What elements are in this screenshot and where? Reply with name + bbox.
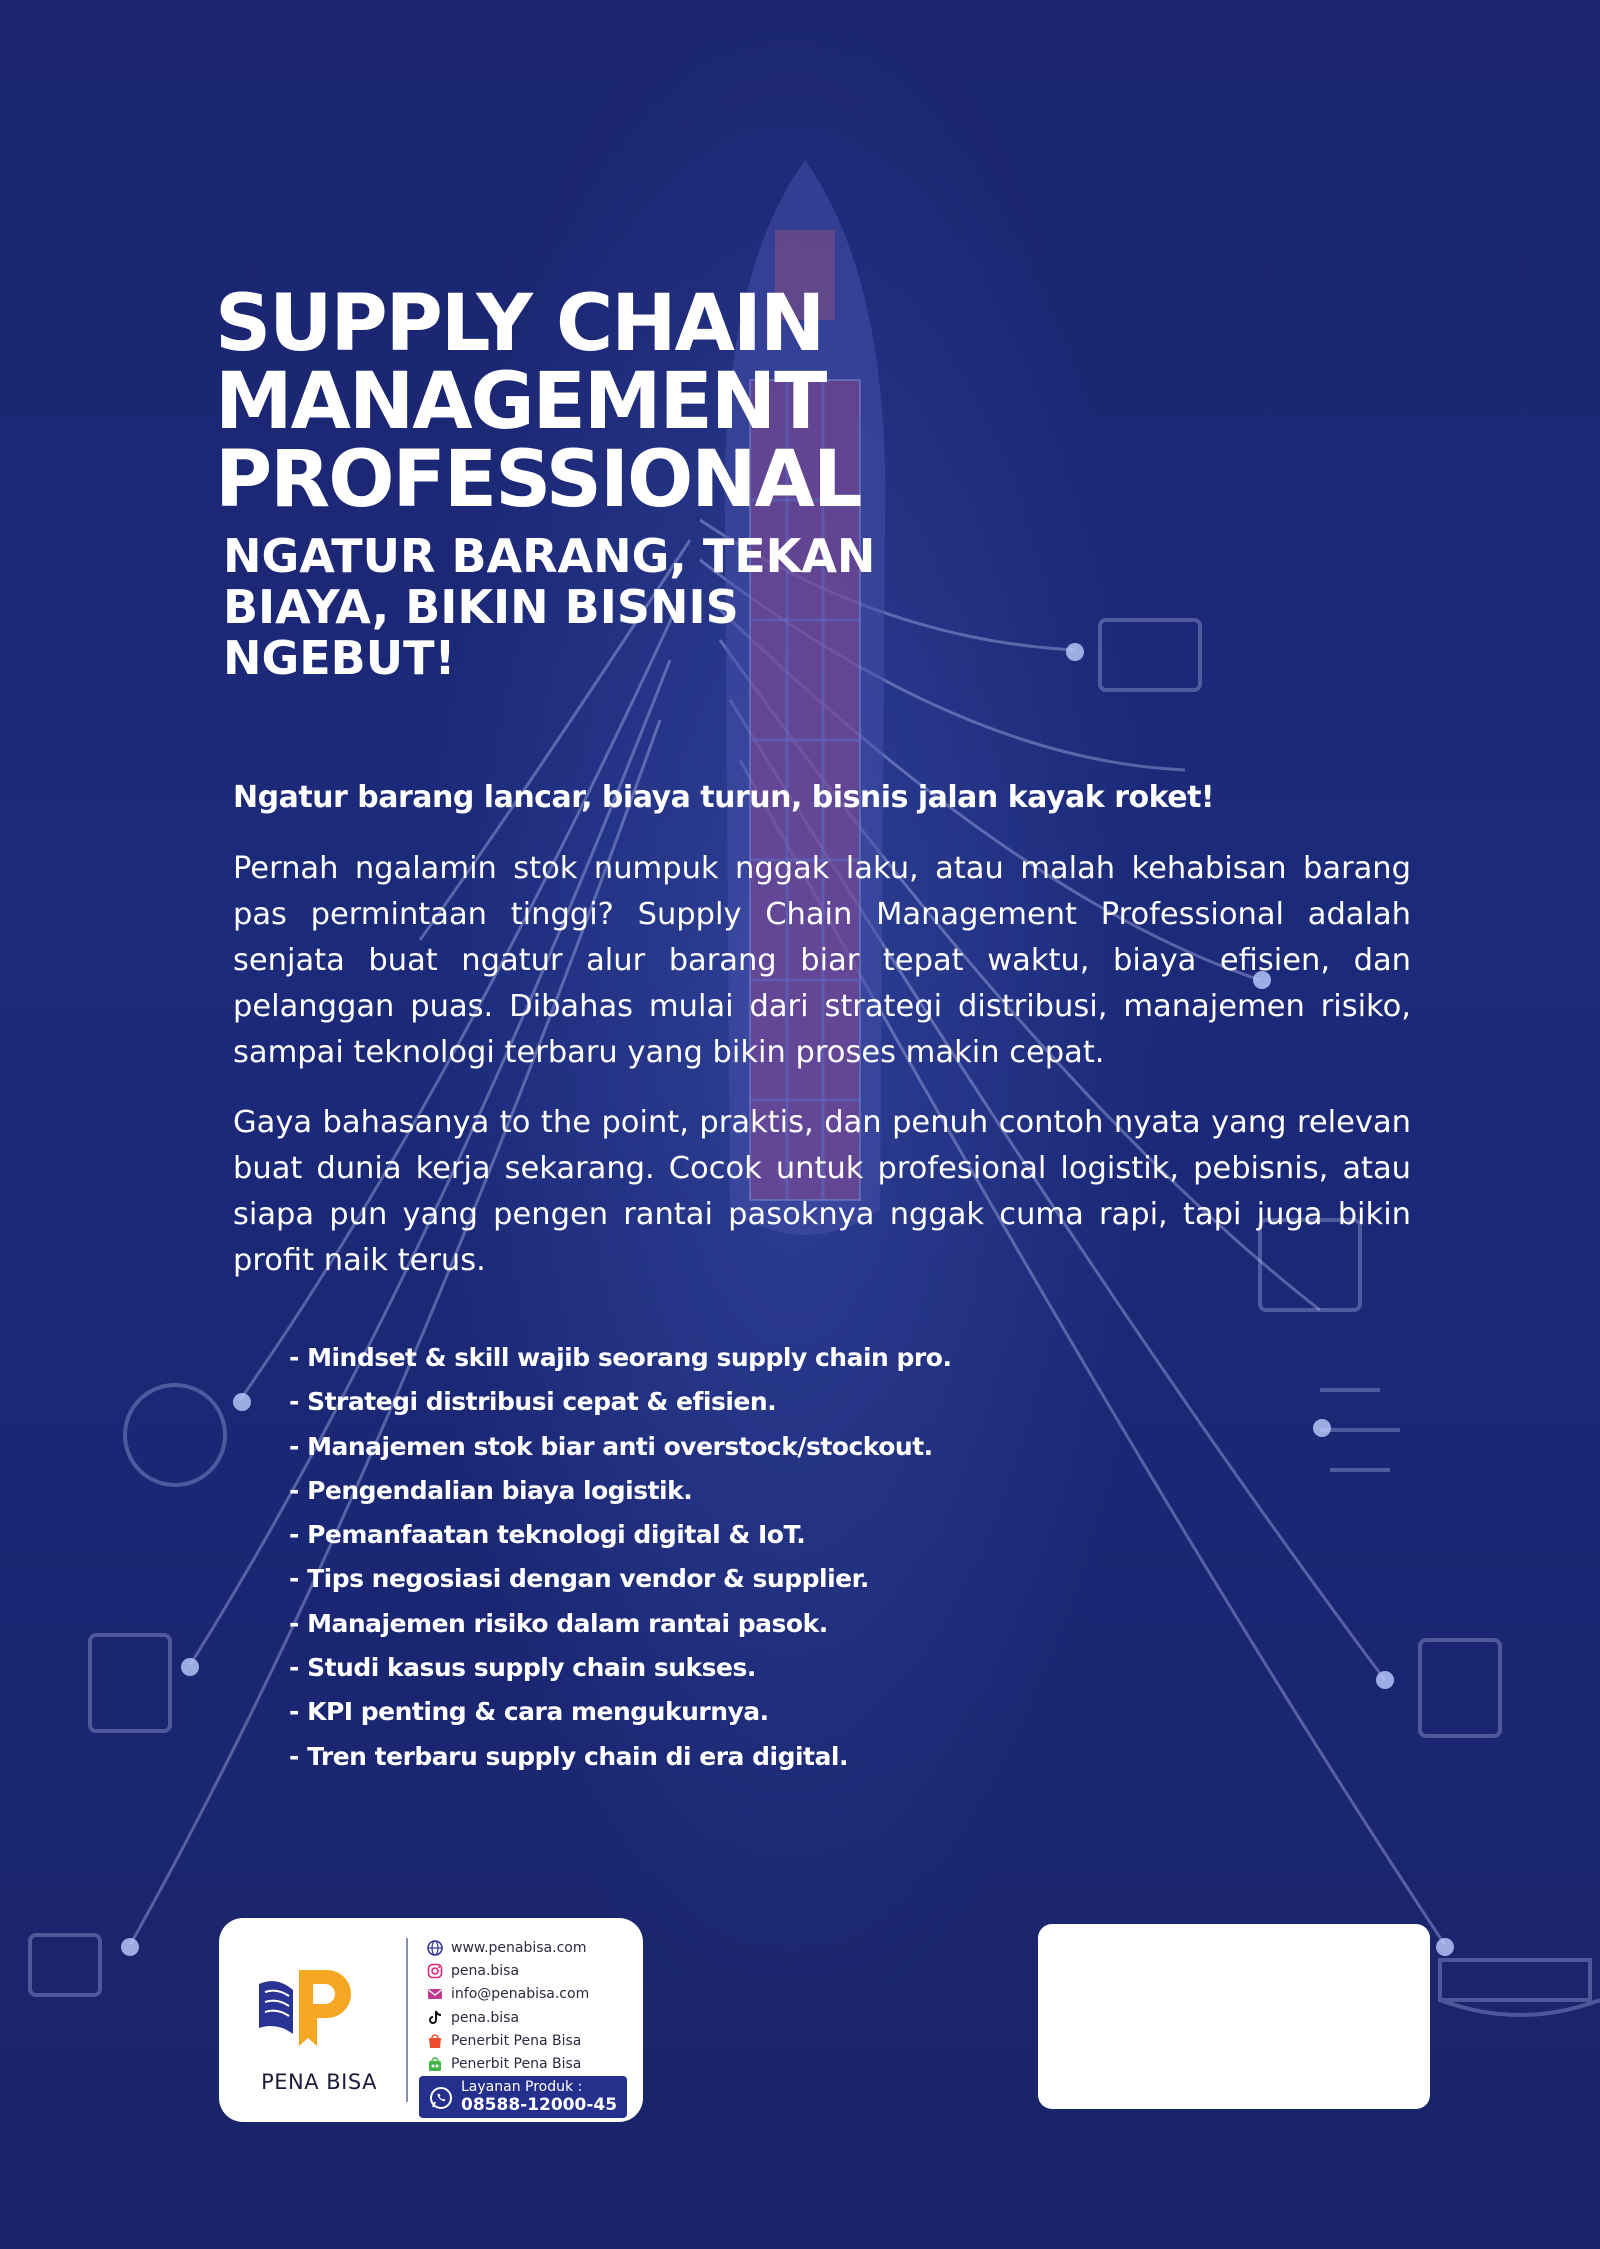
title-line: SUPPLY CHAIN <box>215 279 824 369</box>
topic-item: - Pemanfaatan teknologi digital & IoT. <box>289 1520 806 1550</box>
book-subtitle <box>223 531 923 684</box>
service-label: Layanan Produk : <box>461 2079 583 2095</box>
subtitle-line: BIAYA, BIKIN BISNIS <box>223 580 739 634</box>
title-line: MANAGEMENT <box>215 357 826 447</box>
service-contact-badge[interactable] <box>419 2076 627 2118</box>
contact-website[interactable] <box>427 1936 589 1959</box>
instagram-icon <box>427 1963 443 1979</box>
shopee-icon <box>427 2033 443 2049</box>
topic-item: - Manajemen risiko dalam rantai pasok. <box>289 1608 828 1638</box>
subtitle-line: NGATUR BARANG, TEKAN <box>223 529 876 583</box>
description-paragraph: Gaya bahasanya to the point, praktis, dan penuh contoh nyata yang relevan buat dunia kerja sekarang. Cocok untuk profesional logistik, pebisnis, atau siapa pun yang pengen rantai pasoknya nggak cuma rapi, tapi juga bikin profit naik terus. <box>233 1105 1411 1278</box>
contact-text: Penerbit Pena Bisa <box>451 2032 582 2049</box>
pena-bisa-logo <box>255 1948 355 2048</box>
contact-instagram[interactable] <box>427 1959 589 1982</box>
contact-text: pena.bisa <box>451 1962 520 1979</box>
subtitle-line: NGEBUT! <box>223 631 456 685</box>
divider <box>406 1938 408 2102</box>
topic-item: - Strategi distribusi cepat & efisien. <box>289 1387 777 1417</box>
publisher-contacts <box>427 1936 589 2076</box>
globe-icon-deco <box>125 1385 225 1485</box>
topic-list <box>289 1336 951 1779</box>
topic-item: - KPI penting & cara mengukurnya. <box>289 1697 769 1727</box>
fast-arrows-icon <box>1320 1390 1400 1470</box>
tokopedia-icon <box>427 2056 443 2072</box>
train-icon <box>1100 620 1200 690</box>
contact-text: Penerbit Pena Bisa <box>451 2056 582 2073</box>
whatsapp-icon <box>429 2086 453 2110</box>
publisher-card <box>219 1918 643 2122</box>
book-title <box>215 279 935 525</box>
description-paragraph: Pernah ngalamin stok numpuk nggak laku, atau malah kehabisan barang pas permintaan tinggi? Supply Chain Management Professional adalah senjata buat ngatur alur barang biar tepat waktu, biaya efisien, dan pelanggan puas. Dibahas mulai dari strategi distribusi, manajemen risiko, sampai teknologi terbaru yang bikin proses makin cepat. <box>233 851 1411 1070</box>
title-line: PROFESSIONAL <box>215 435 861 525</box>
topic-item: - Studi kasus supply chain sukses. <box>289 1653 756 1683</box>
document-icon-left <box>90 1635 170 1731</box>
contact-email[interactable] <box>427 1983 589 2006</box>
topic-item: - Manajemen stok biar anti overstock/stockout. <box>289 1431 933 1461</box>
topic-item: - Pengendalian biaya logistik. <box>289 1475 693 1505</box>
contact-text: pena.bisa <box>451 2009 520 2026</box>
tiktok-icon <box>427 2010 443 2026</box>
globe-icon <box>427 1940 443 1956</box>
tagline: Ngatur barang lancar, biaya turun, bisnis jalan kayak roket! <box>233 780 1215 815</box>
contact-tiktok[interactable] <box>427 2006 589 2029</box>
delivery-icon <box>30 1935 100 1995</box>
barcode-placeholder <box>1038 1924 1430 2109</box>
publisher-name: PENA BISA <box>261 2070 377 2094</box>
email-icon <box>427 1986 443 2002</box>
contact-tokopedia[interactable] <box>427 2052 589 2075</box>
title-block <box>215 279 935 685</box>
contact-shopee[interactable] <box>427 2029 589 2052</box>
contact-text: info@penabisa.com <box>451 1986 590 2003</box>
document-icon <box>1420 1640 1500 1736</box>
topic-item: - Tips negosiasi dengan vendor & supplier. <box>289 1564 869 1594</box>
contact-text: www.penabisa.com <box>451 1939 587 1956</box>
topic-item: - Tren terbaru supply chain di era digital. <box>289 1741 848 1771</box>
service-phone: 08588-12000-45 <box>461 2095 618 2115</box>
topic-item: - Mindset & skill wajib seorang supply chain pro. <box>289 1343 952 1372</box>
cargo-ship-icon <box>1440 1960 1600 2015</box>
